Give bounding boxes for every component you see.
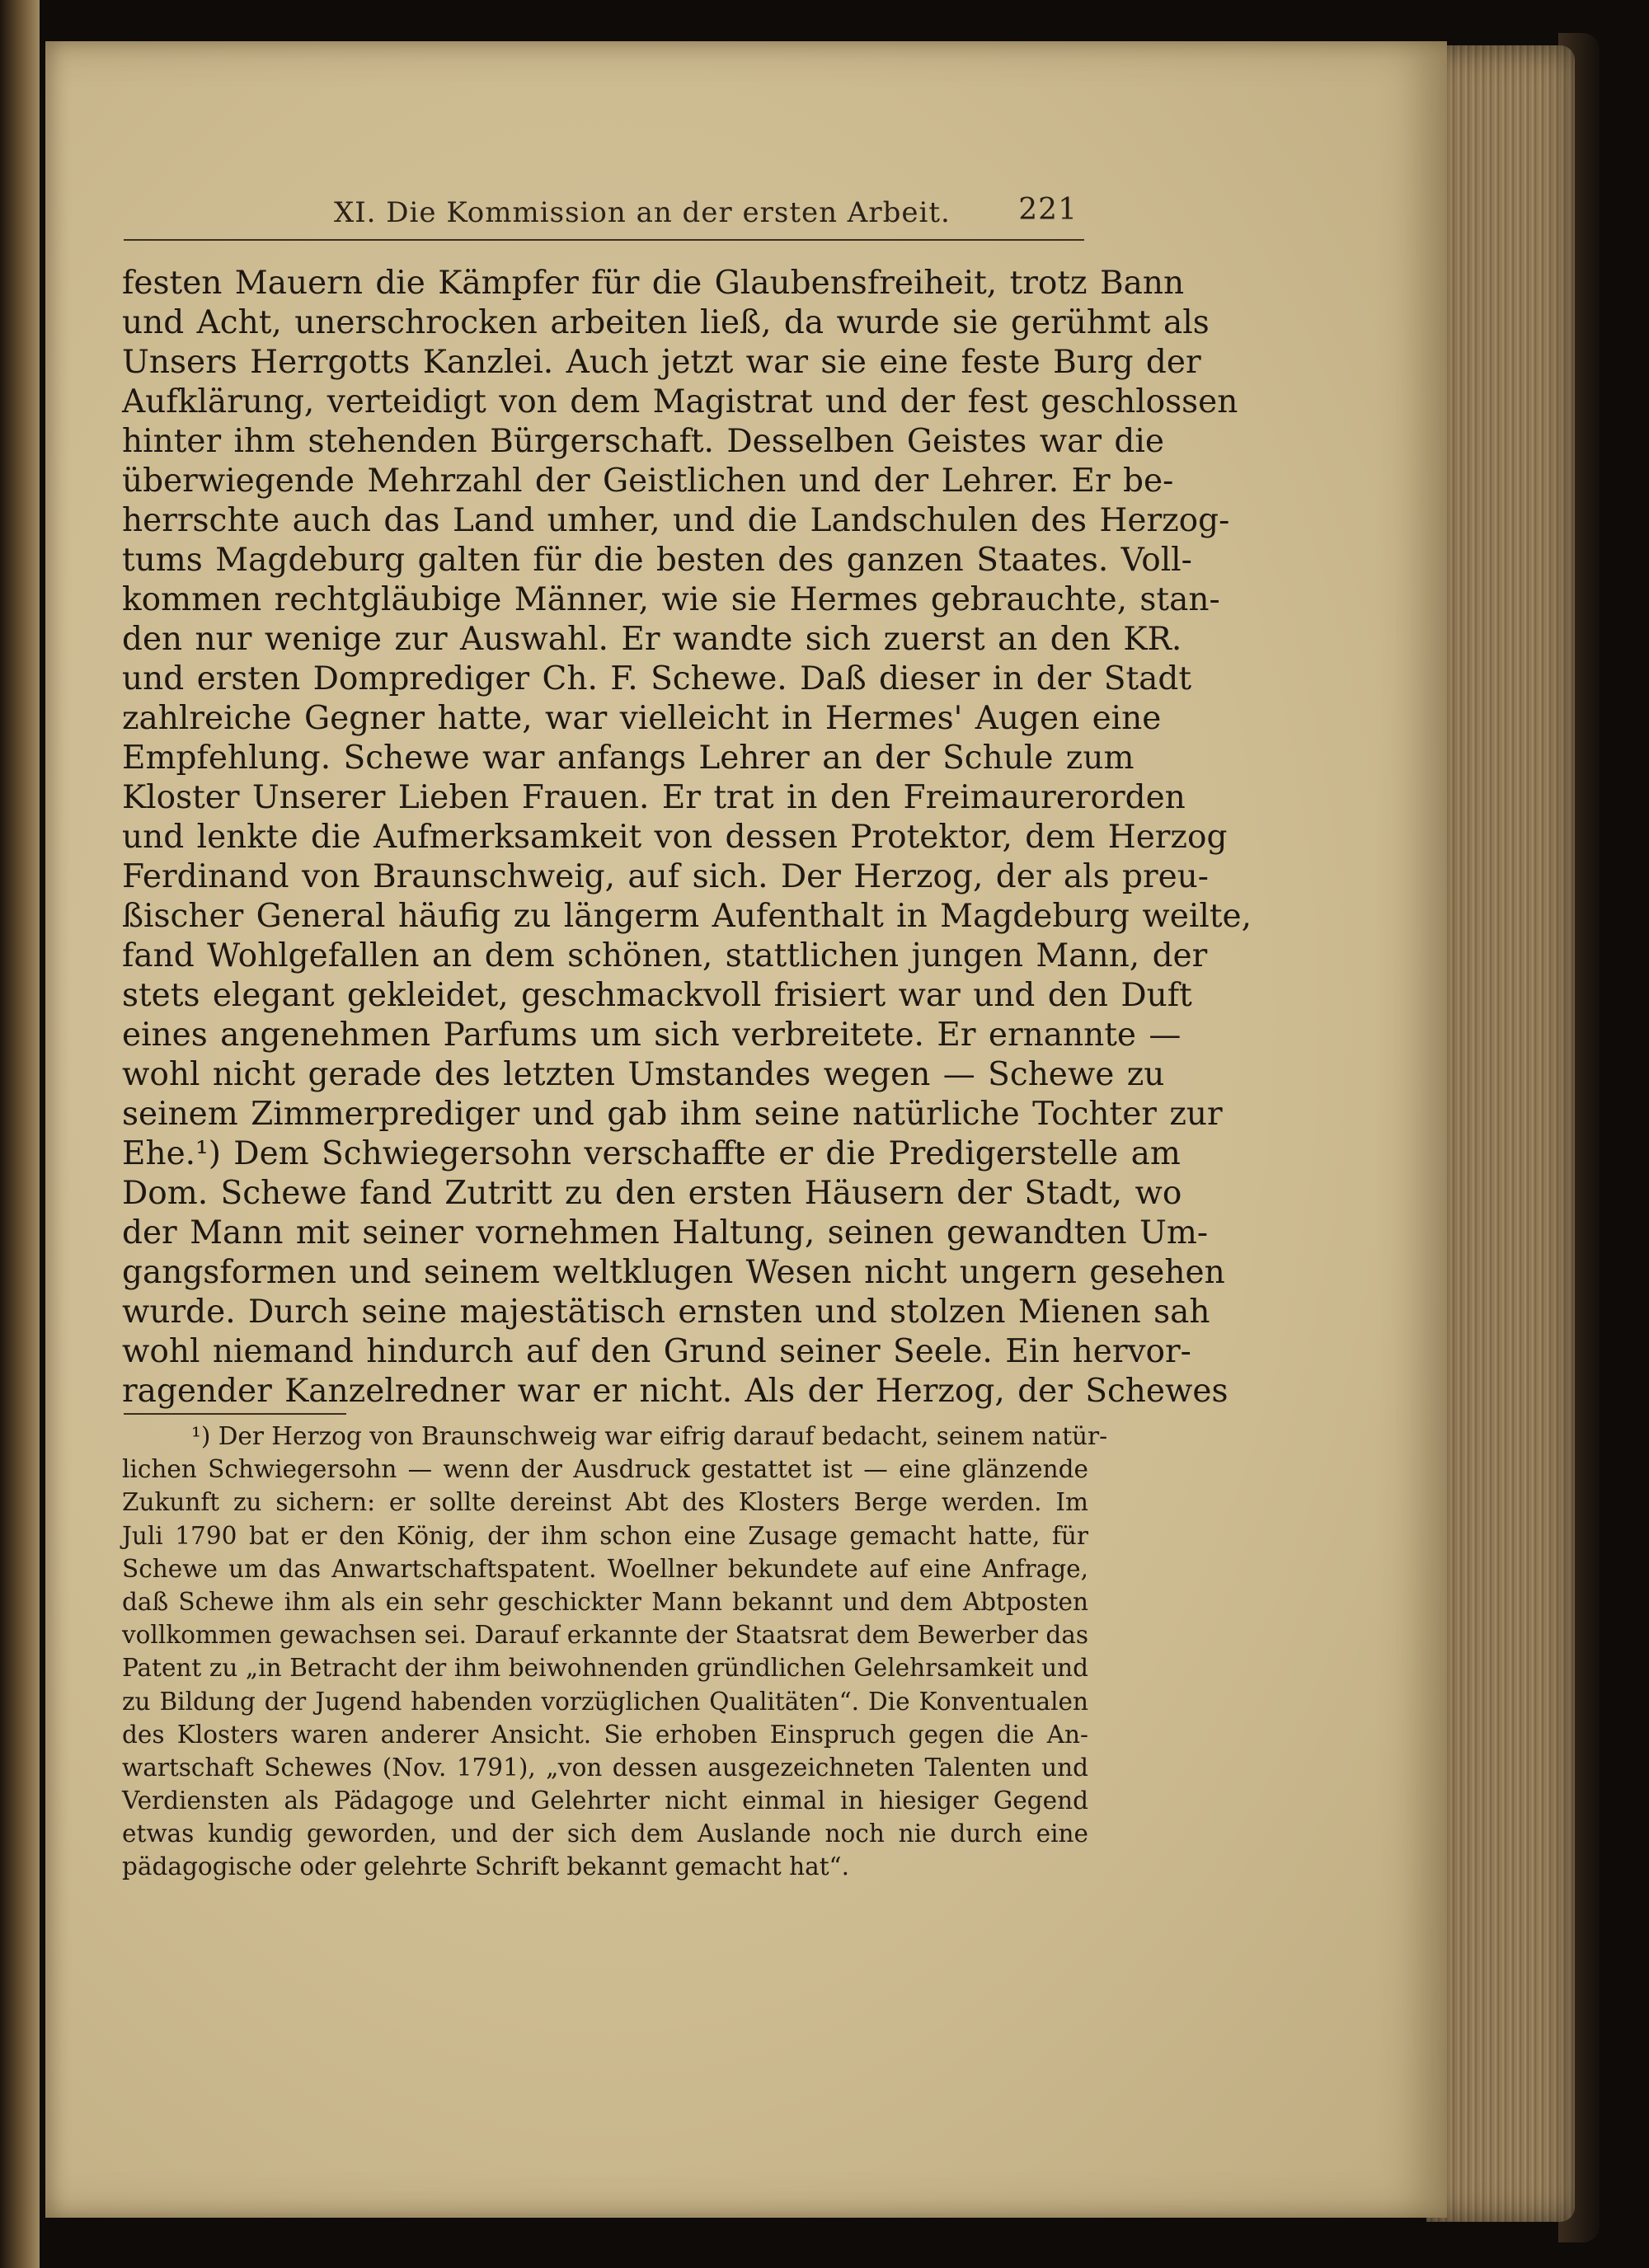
body-line: ßischer General häufig zu längerm Aufenthalt in Magdeburg weilte, <box>122 898 1252 935</box>
body-line: wohl niemand hindurch auf den Grund seiner Seele. Ein hervor- <box>122 1333 1191 1370</box>
footnote-line: Verdiensten als Pädagoge und Gelehrter nicht einmal in hiesiger Gegend <box>122 1787 1088 1815</box>
body-line: Kloster Unserer Lieben Frauen. Er trat in den Freimaurerorden <box>122 779 1186 816</box>
footnote-line: Zukunft zu sichern: er sollte dereinst Abt des Klosters Berge werden. Im <box>122 1488 1088 1517</box>
body-line: Empfehlung. Schewe war anfangs Lehrer an der Schule zum <box>122 740 1135 777</box>
body-line: Unsers Herrgotts Kanzlei. Auch jetzt war sie eine feste Burg der <box>122 344 1201 381</box>
body-line: eines angenehmen Parfums um sich verbreitete. Er ernannte — <box>122 1017 1182 1054</box>
page-number: 221 <box>1018 193 1078 227</box>
body-line: überwiegende Mehrzahl der Geistlichen und der Lehrer. Er be- <box>122 463 1174 500</box>
footnote-line: wartschaft Schewes (Nov. 1791), „von dessen ausgezeichneten Talenten und <box>122 1753 1088 1782</box>
body-line: stets elegant gekleidet, geschmackvoll frisiert war und den Duft <box>122 977 1192 1014</box>
body-line: tums Magdeburg galten für die besten des ganzen Staates. Voll- <box>122 542 1192 579</box>
body-line: und lenkte die Aufmerksamkeit von dessen Protektor, dem Herzog <box>122 819 1228 856</box>
body-line: Dom. Schewe fand Zutritt zu den ersten Häusern der Stadt, wo <box>122 1175 1182 1212</box>
body-line: seinem Zimmerprediger und gab ihm seine natürliche Tochter zur <box>122 1096 1223 1133</box>
left-page-edge <box>0 0 40 2268</box>
body-line: den nur wenige zur Auswahl. Er wandte sich zuerst an den KR. <box>122 621 1182 658</box>
body-line: Ehe.¹) Dem Schwiegersohn verschaffte er die Predigerstelle am <box>122 1135 1181 1172</box>
body-line: wurde. Durch seine majestätisch ernsten und stolzen Mienen sah <box>122 1294 1210 1331</box>
body-line: ragender Kanzelredner war er nicht. Als der Herzog, der Schewes <box>122 1373 1229 1410</box>
body-line: Ferdinand von Braunschweig, auf sich. Der Herzog, der als preu- <box>122 858 1209 895</box>
body-line: zahlreiche Gegner hatte, war vielleicht in Hermes' Augen eine <box>122 700 1162 737</box>
body-line: und Acht, unerschrocken arbeiten ließ, da wurde sie gerühmt als <box>122 304 1210 341</box>
footnote-line: Schewe um das Anwartschaftspatent. Woellner bekundete auf eine Anfrage, <box>122 1554 1088 1583</box>
body-line: festen Mauern die Kämpfer für die Glaubensfreiheit, trotz Bann <box>122 265 1185 302</box>
body-line: Aufklärung, verteidigt von dem Magistrat und der fest geschlossen <box>122 383 1238 420</box>
footnote-line: etwas kundig geworden, und der sich dem Auslande noch nie durch eine <box>122 1820 1088 1848</box>
footnotes <box>122 1420 1108 1884</box>
body-line: und ersten Domprediger Ch. F. Schewe. Daß dieser in der Stadt <box>122 660 1192 697</box>
footnote-line: des Klosters waren anderer Ansicht. Sie erhoben Einspruch gegen die An- <box>122 1720 1088 1749</box>
footnote-rule <box>124 1413 346 1415</box>
body-line: wohl nicht gerade des letzten Umstandes wegen — Schewe zu <box>122 1056 1165 1093</box>
body-line: herrschte auch das Land umher, und die Landschulen des Herzog- <box>122 502 1230 539</box>
body-line: gangsformen und seinem weltklugen Wesen nicht ungern gesehen <box>122 1254 1225 1291</box>
footnote-line: zu Bildung der Jugend habenden vorzüglichen Qualitäten“. Die Konventualen <box>122 1687 1088 1716</box>
body-line: fand Wohlgefallen an dem schönen, stattlichen jungen Mann, der <box>122 937 1208 974</box>
footnote-line: pädagogische oder gelehrte Schrift bekannt gemacht hat“. <box>122 1852 850 1881</box>
body-line: der Mann mit seiner vornehmen Haltung, seinen gewandten Um- <box>122 1214 1209 1251</box>
footnote-line: vollkommen gewachsen sei. Darauf erkannte der Staatsrat dem Bewerber das <box>122 1621 1088 1650</box>
body-line: kommen rechtgläubige Männer, wie sie Hermes gebrauchte, stan- <box>122 581 1220 618</box>
footnote-line: Juli 1790 bat er den König, der ihm schon eine Zusage gemacht hatte, für <box>122 1521 1088 1550</box>
body-line: hinter ihm stehenden Bürgerschaft. Desselben Geistes war die <box>122 423 1164 460</box>
body-text <box>122 264 1252 1411</box>
footnote-line: daß Schewe ihm als ein sehr geschickter Mann bekannt und dem Abtposten <box>122 1587 1088 1616</box>
running-head <box>124 188 1084 241</box>
footnote-line: ¹) Der Herzog von Braunschweig war eifrig darauf bedacht, seinem natür- <box>191 1422 1108 1450</box>
footnote-line: Patent zu „in Betracht der ihm beiwohnenden gründlichen Gelehrsamkeit und <box>122 1654 1088 1683</box>
page-fore-edge <box>1426 45 1575 2222</box>
chapter-title: XI. Die Kommission an der ersten Arbeit. <box>334 196 951 229</box>
footnote-line: lichen Schwiegersohn — wenn der Ausdruck gestattet ist — eine glänzende <box>122 1455 1088 1484</box>
